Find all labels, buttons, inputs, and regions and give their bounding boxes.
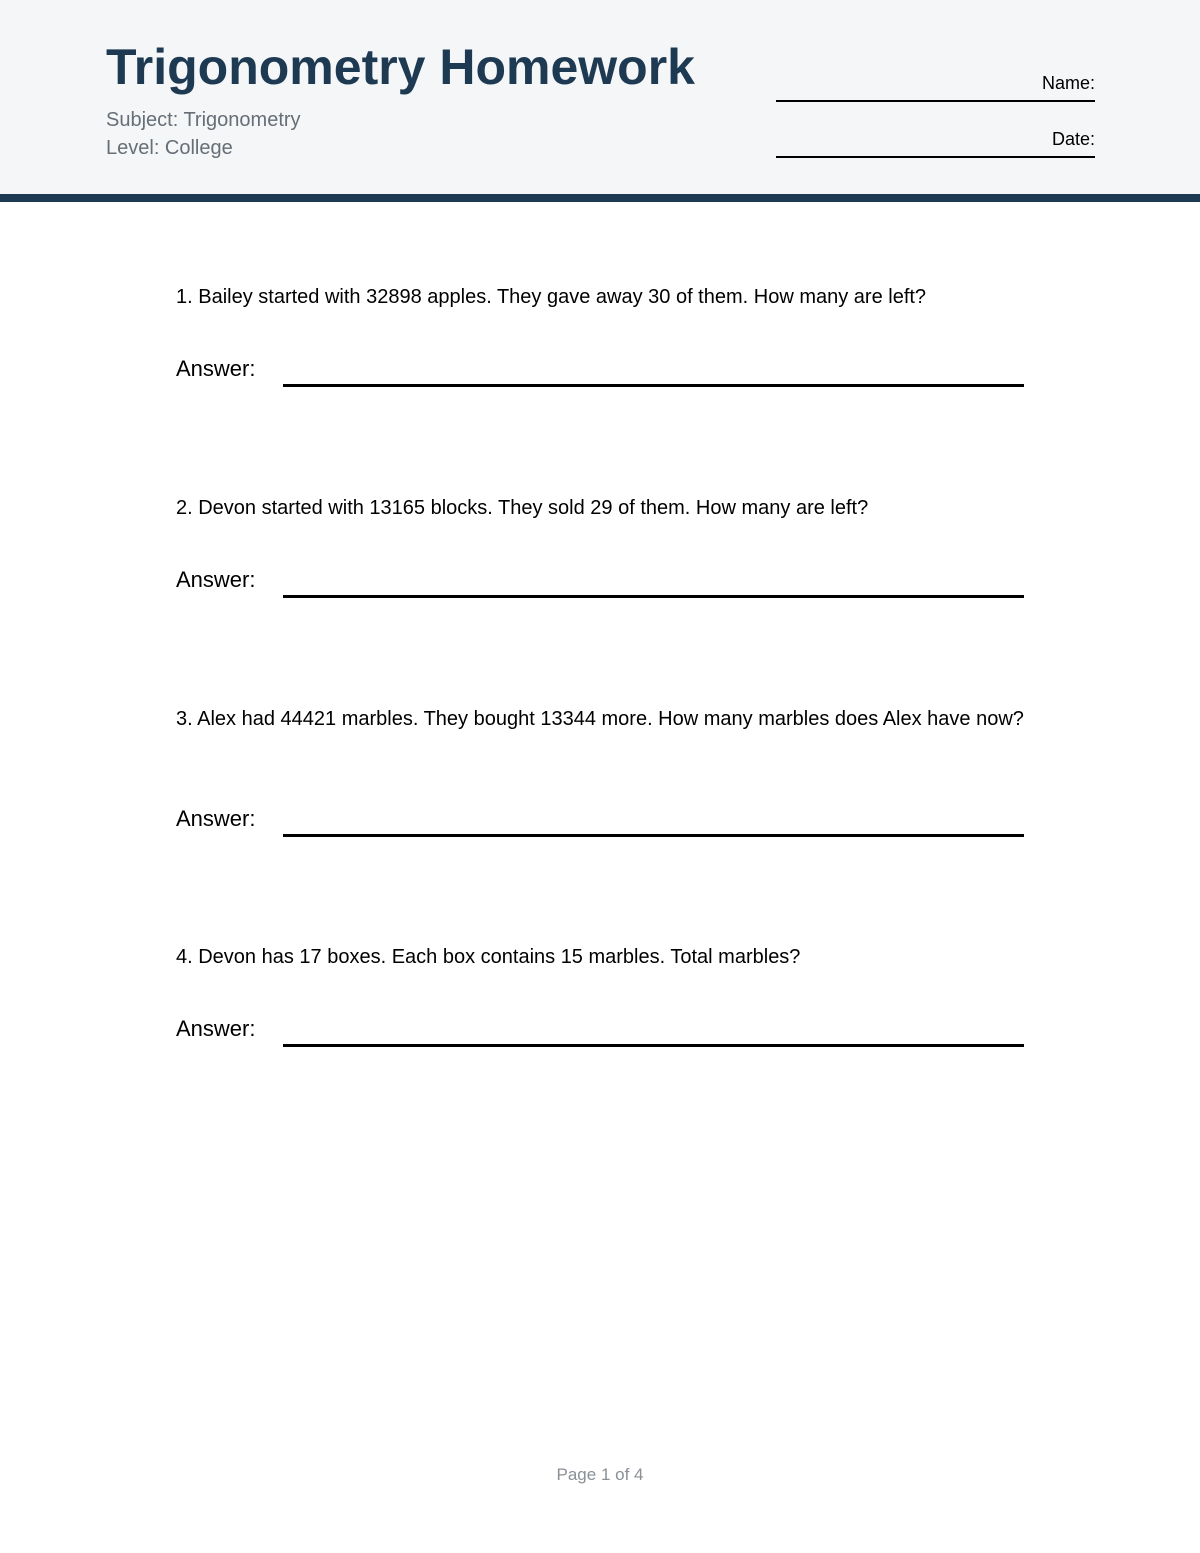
date-label: Date: [1051, 129, 1095, 149]
answer-field-1[interactable] [176, 355, 1024, 387]
answer-field-4[interactable] [176, 1015, 1024, 1047]
answer-field-2[interactable] [176, 566, 1024, 598]
answer-label-1: Answer: [176, 356, 256, 381]
header-divider [0, 194, 1200, 202]
question-text-2: 2. Devon started with 13165 blocks. They sold 29 of them. How many are left? [176, 497, 869, 519]
answer-field-3[interactable] [176, 805, 1024, 837]
date-field[interactable] [776, 128, 1095, 158]
question-text-4: 4. Devon has 17 boxes. Each box contains 15 marbles. Total marbles? [176, 946, 801, 968]
level-line: Level: College [106, 137, 233, 159]
answer-underline-2 [283, 595, 1024, 598]
name-label: Name: [1041, 73, 1095, 93]
answer-underline-3 [283, 834, 1024, 837]
answer-label-3: Answer: [176, 806, 256, 831]
subject-line: Subject: Trigonometry [106, 109, 301, 131]
question-text-1: 1. Bailey started with 32898 apples. They gave away 30 of them. How many are left? [176, 286, 927, 308]
question-text-3: 3. Alex had 44421 marbles. They bought 13344 more. How many marbles does Alex have now? [176, 708, 1024, 730]
name-underline [776, 100, 1095, 102]
answer-underline-4 [283, 1044, 1024, 1047]
date-underline [776, 156, 1095, 158]
page-indicator: Page 1 of 4 [556, 1465, 644, 1484]
header-band [0, 0, 1200, 194]
name-field[interactable] [776, 72, 1095, 102]
answer-label-4: Answer: [176, 1016, 256, 1041]
page-title: Trigonometry Homework [106, 39, 695, 95]
answer-underline-1 [283, 384, 1024, 387]
answer-label-2: Answer: [176, 567, 256, 592]
